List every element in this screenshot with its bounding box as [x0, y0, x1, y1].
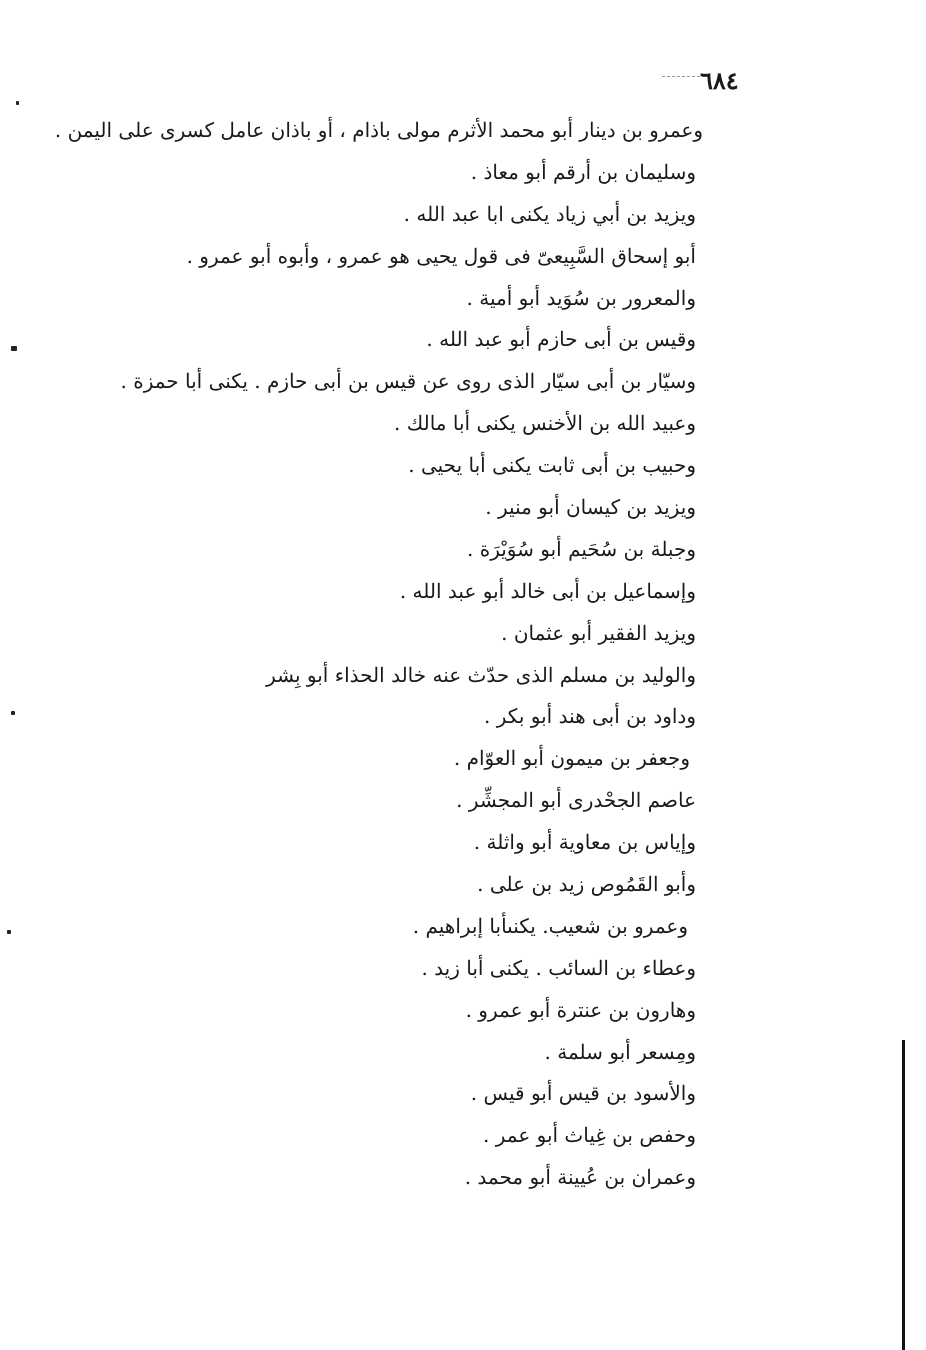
text-line: والأسود بن قيس أبو قيس . [470, 1081, 696, 1106]
text-line: ومِسعر أبو سلمة . [544, 1039, 696, 1064]
text-line: وأبو القَمُوص زيد بن على . [477, 872, 696, 897]
text-line: وإسماعيل بن أبى خالد أبو عبد الله . [399, 578, 696, 603]
scan-speck [11, 346, 17, 351]
text-line: عاصم الجحْدرى أبو المجشِّر . [456, 788, 696, 813]
text-body [16, 110, 703, 1199]
scan-speck [16, 101, 19, 105]
text-line: وهارون بن عنترة أبو عمرو . [465, 997, 696, 1022]
scan-speck [7, 930, 11, 934]
text-line: وداود بن أبى هند أبو بكر . [484, 704, 696, 729]
text-line: وسيّار بن أبى سيّار الذى روى عن قيس بن أبى حازم . يكنى أبا حمزة . [120, 369, 696, 394]
text-line: وعبيد الله بن الأخنس يكنى أبا مالك . [394, 411, 696, 436]
header-rule [662, 76, 700, 77]
scan-margin-rule [902, 1040, 905, 1350]
text-line: وحفص بن غِياث أبو عمر . [483, 1123, 696, 1148]
text-line: وعمرو بن دينار أبو محمد الأثرم مولى باذام ، أو باذان عامل كسرى على اليمن . [54, 118, 703, 142]
text-line: وعمران بن عُيينة أبو محمد . [464, 1165, 696, 1190]
text-line: وقيس بن أبى حازم أبو عبد الله . [426, 327, 696, 352]
text-line: وعطاء بن السائب . يكنى أبا زيد . [421, 955, 696, 980]
text-line: وجبلة بن سُحَيم أبو سُوَيْرَة . [467, 536, 696, 561]
text-line: وسليمان بن أرقم أبو معاذ . [470, 159, 696, 184]
text-line: ويزيد بن كيسان أبو منير . [485, 495, 696, 520]
text-line: وحبيب بن أبى ثابت يكنى أبا يحيى . [408, 453, 696, 478]
text-line: ويزيد بن أبي زياد يكنى ابا عبد الله . [403, 201, 696, 226]
page-number: ٦٨٤ [700, 66, 739, 95]
scan-speck [11, 711, 15, 715]
text-line: وعمرو بن شعيب. يكنىأبا إبراهيم . [412, 913, 688, 938]
text-line: وجعفر بن ميمون أبو العوّام . [453, 746, 690, 771]
text-line: والوليد بن مسلم الذى حدّث عنه خالد الحذاء أبو بِشر [266, 662, 696, 687]
text-line: وإياس بن معاوية أبو واثلة . [473, 830, 696, 855]
text-line: أبو إسحاق السَّبِيعىّ فى قول يحيى هو عمرو ، وأبوه أبو عمرو . [186, 243, 696, 268]
text-line: والمعرور بن سُوَيد أبو أمية . [466, 285, 696, 310]
text-line: ويزيد الفقير أبو عثمان . [501, 620, 696, 645]
